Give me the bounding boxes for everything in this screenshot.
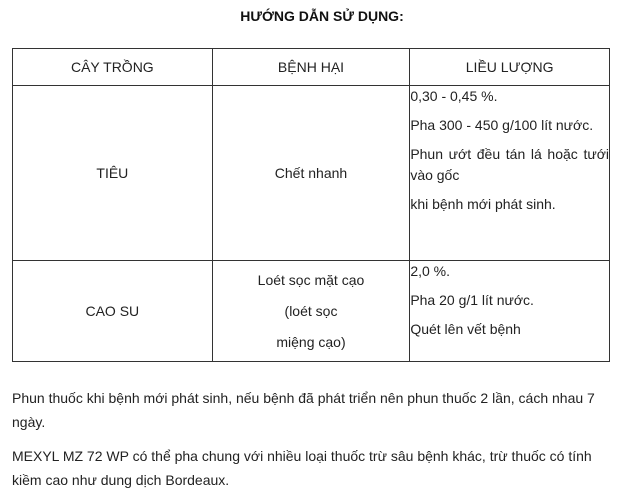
dosage-line: Pha 20 g/1 lít nước. [410, 292, 534, 308]
table-header [13, 49, 610, 86]
table-row [13, 86, 610, 261]
disease-line: (loét sọc [284, 302, 338, 319]
table-header-row [13, 49, 610, 86]
usage-table [12, 48, 610, 362]
dosage-line: khi bệnh mới phát sinh. [410, 196, 556, 212]
crop-cell: TIÊU [13, 86, 213, 261]
page-title: HƯỚNG DẪN SỬ DỤNG: [240, 8, 404, 24]
disease-line: Loét sọc mặt cạo [257, 271, 365, 288]
table-row [13, 261, 610, 362]
dosage-cell [410, 261, 610, 362]
dosage-line: 2,0 %. [410, 263, 451, 279]
disease-line: miệng cạo) [276, 333, 346, 350]
dosage-line: Phun ướt đều tán lá hoặc tưới vào gốc [410, 146, 609, 183]
disease-cell [212, 261, 410, 362]
dosage-cell [410, 86, 610, 261]
header-dosage: LIỀU LƯỢNG [410, 49, 610, 86]
usage-note: Phun thuốc khi bệnh mới phát sinh, nếu bệnh đã phát triển nên phun thuốc 2 lần, cách nhau 7 ngày. [12, 390, 595, 430]
dosage-line: 0,30 - 0,45 %. [410, 88, 498, 104]
mixing-note: MEXYL MZ 72 WP có thể pha chung với nhiều loại thuốc trừ sâu bệnh khác, trừ thuốc có tính kiềm cao như dung dịch Bordeaux. [12, 448, 592, 488]
disease-cell: Chết nhanh [212, 86, 410, 261]
crop-cell: CAO SU [13, 261, 213, 362]
dosage-line: Pha 300 - 450 g/100 lít nước. [410, 117, 594, 133]
header-crop: CÂY TRỒNG [13, 49, 213, 86]
dosage-line: Quét lên vết bệnh [410, 321, 521, 337]
header-disease: BỆNH HẠI [212, 49, 410, 86]
